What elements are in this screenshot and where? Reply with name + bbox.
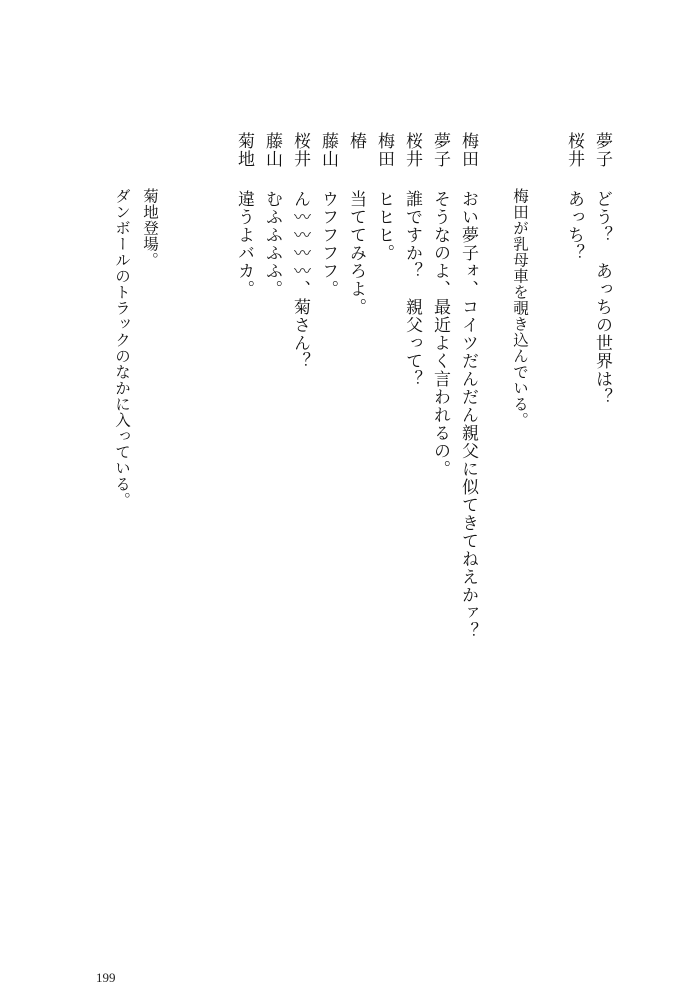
speaker-name: 藤山 <box>318 132 338 168</box>
speaker-name: 菊地 <box>234 132 254 168</box>
speaker-name: 梅田 <box>458 132 478 168</box>
speaker-name: 椿 <box>346 132 366 150</box>
dialogue-line <box>430 132 450 478</box>
speaker-name: 夢子 <box>592 132 612 168</box>
dialogue-text: ウフフフフ。 <box>318 190 338 298</box>
dialogue-line <box>374 132 394 262</box>
speaker-name: 桜井 <box>564 132 584 168</box>
dialogue-line <box>458 132 478 640</box>
dialogue-line <box>290 132 310 370</box>
dialogue-line <box>234 132 254 298</box>
dialogue-text: おい夢子ォ、コイツだんだん親父に似てきてねえかァ？ <box>458 190 478 640</box>
dialogue-text: あっち？ <box>564 190 584 262</box>
dialogue-line <box>402 132 422 388</box>
dialogue-text: 誰ですか？ 親父って？ <box>402 190 422 388</box>
speaker-name: 藤山 <box>262 132 282 168</box>
stage-direction: 菊地登場。 <box>141 188 159 268</box>
dialogue-text: どう？ あっちの世界は？ <box>592 190 612 406</box>
dialogue-line <box>318 132 338 298</box>
stage-direction: 梅田が乳母車を覗き込んでいる。 <box>511 188 529 428</box>
dialogue-text: ヒヒヒ。 <box>374 190 394 262</box>
speaker-name: 夢子 <box>430 132 450 168</box>
dialogue-text: ん〰〰〰〰、菊さん？ <box>290 190 310 370</box>
speaker-name: 梅田 <box>374 132 394 168</box>
speaker-name: 桜井 <box>402 132 422 168</box>
dialogue-line <box>564 132 584 262</box>
page-number: 199 <box>96 970 116 985</box>
dialogue-line <box>262 132 282 298</box>
dialogue-text: そうなのよ、最近よく言われるの。 <box>430 190 450 478</box>
dialogue-line <box>346 132 366 316</box>
speaker-name: 桜井 <box>290 132 310 168</box>
dialogue-text: 当ててみろよ。 <box>346 190 366 316</box>
stage-direction: ダンボールのトラックのなかに入っている。 <box>113 188 131 508</box>
dialogue-line <box>592 132 612 406</box>
dialogue-text: 違うよバカ。 <box>234 190 254 298</box>
dialogue-text: むふふふふ。 <box>262 190 282 298</box>
